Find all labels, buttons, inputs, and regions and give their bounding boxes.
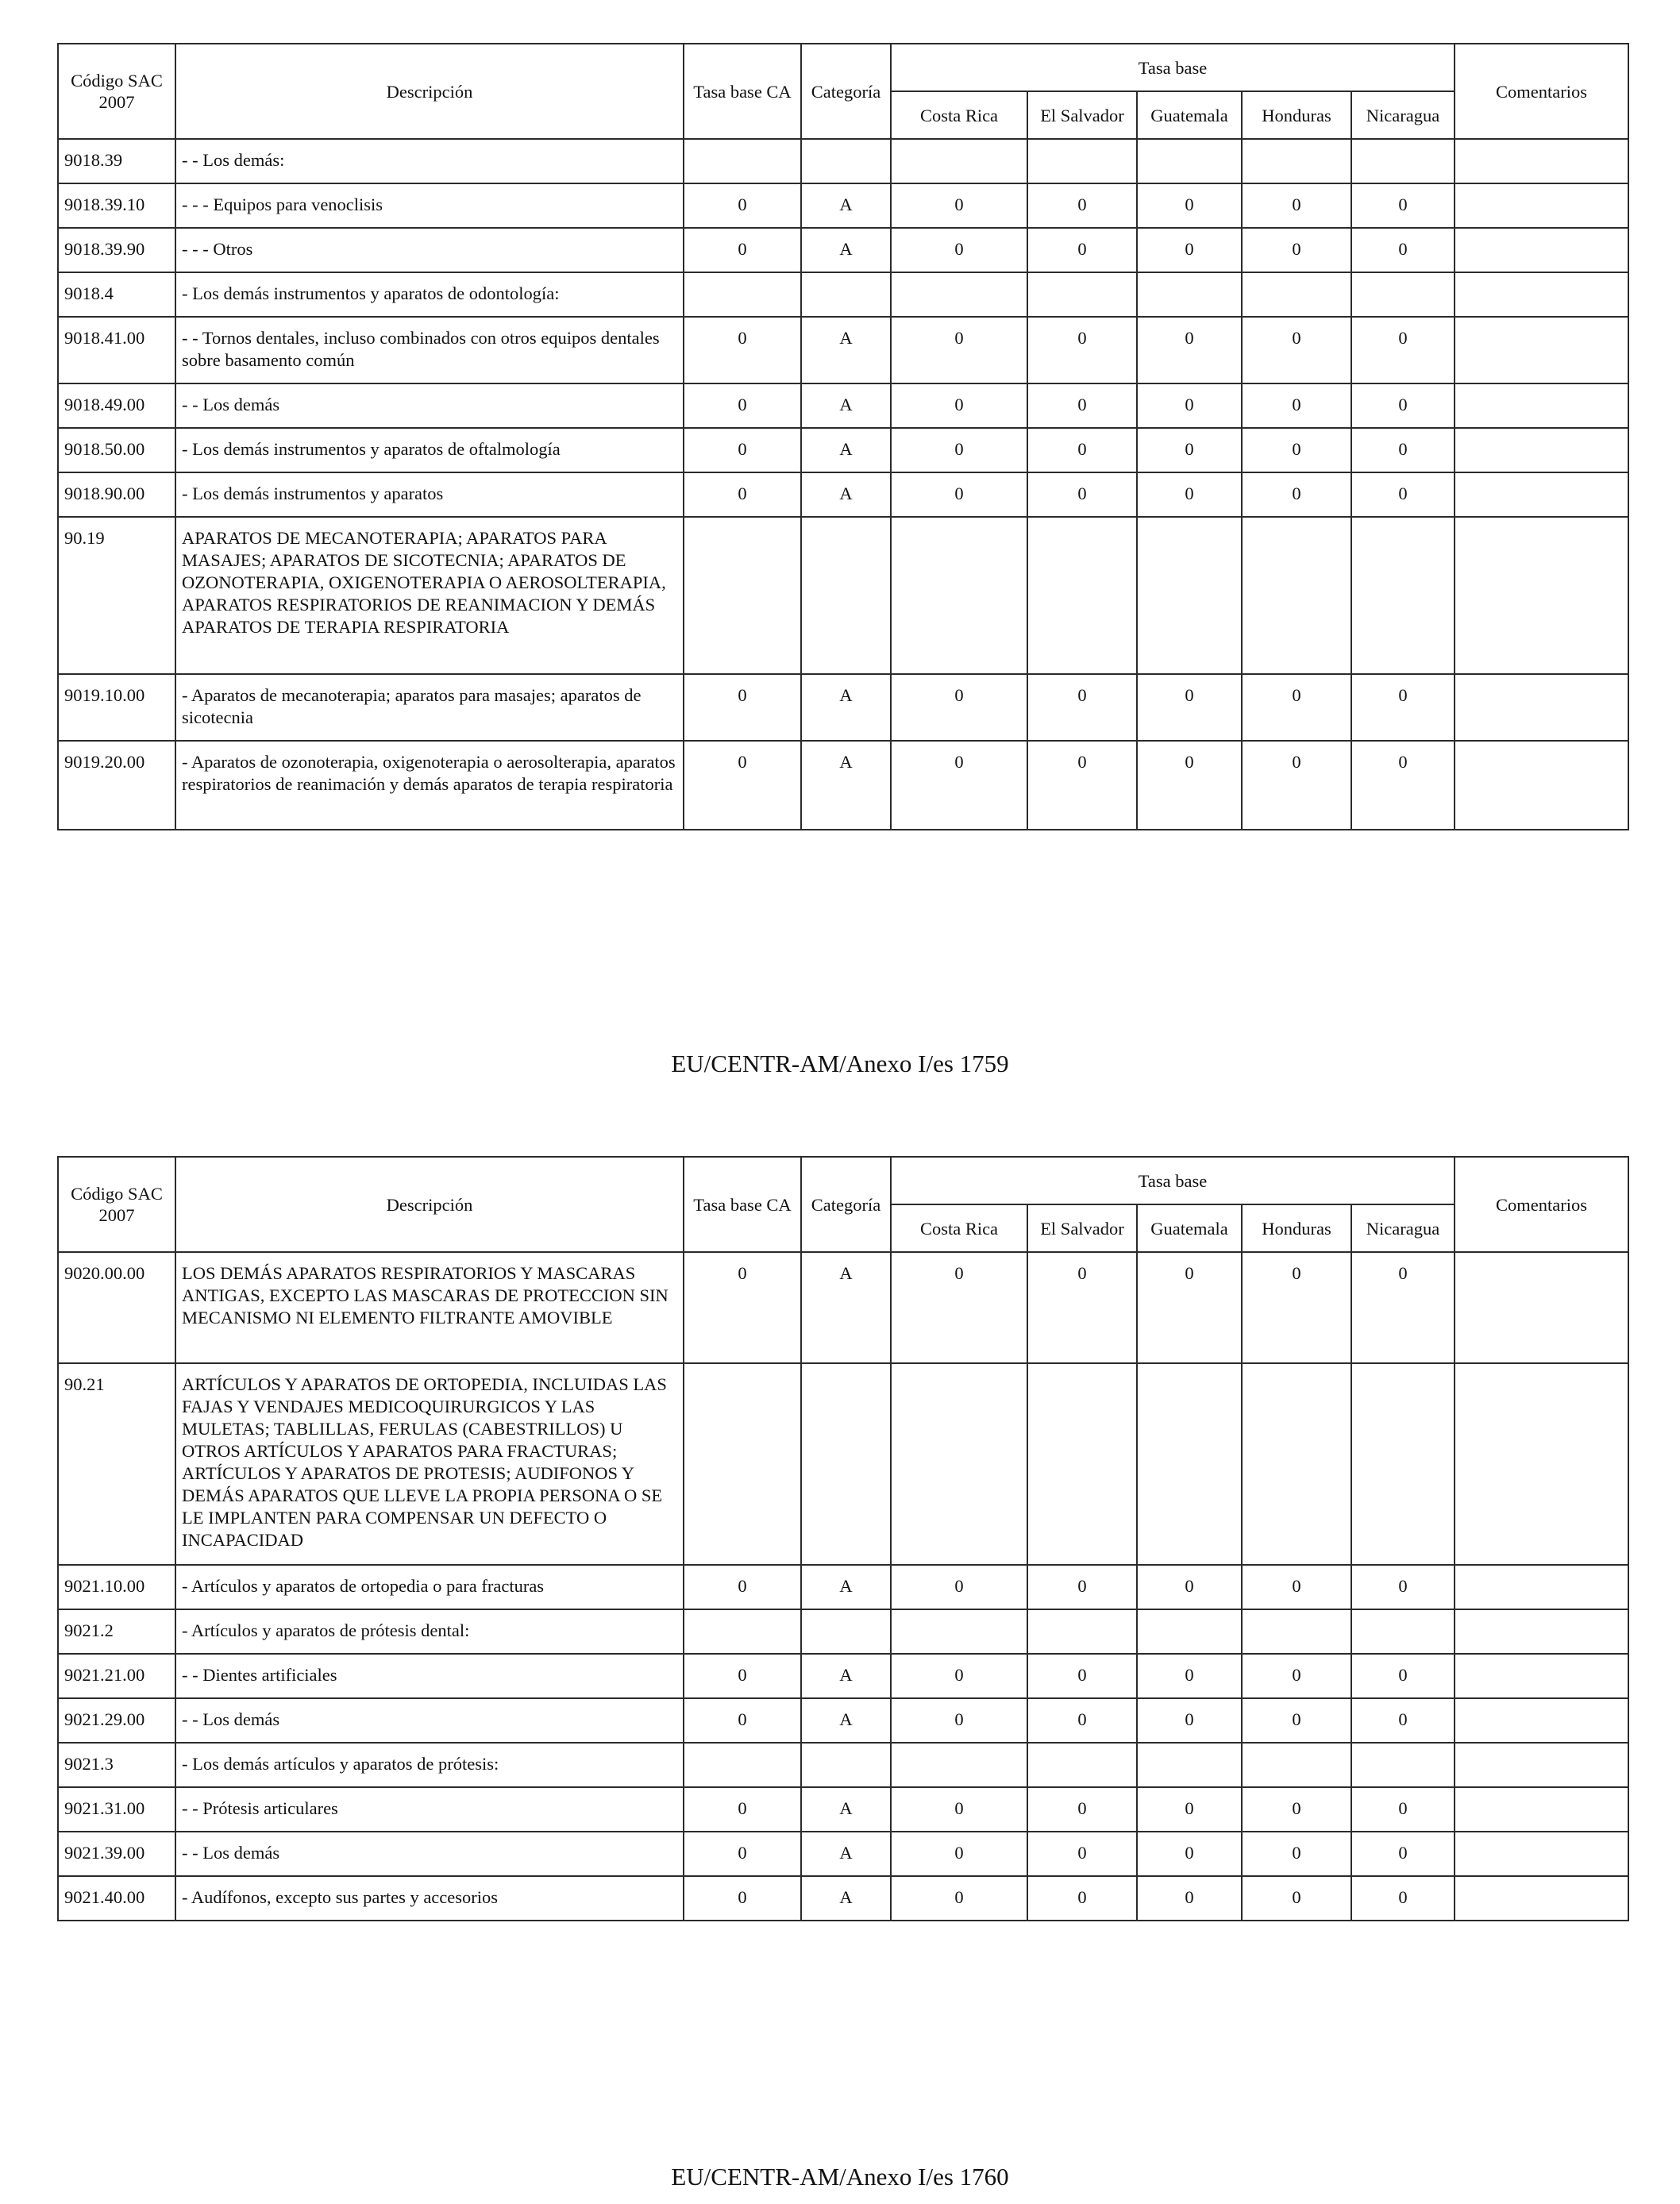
header-description: Descripción xyxy=(175,1157,684,1252)
cell-comments xyxy=(1455,228,1628,272)
cell-country-rate: 0 xyxy=(891,383,1027,428)
cell-rate-ca: 0 xyxy=(684,1876,801,1921)
cell-country-rate: 0 xyxy=(1137,1698,1242,1743)
cell-category: A xyxy=(801,383,891,428)
table-row xyxy=(58,741,1628,830)
table-row xyxy=(58,1876,1628,1921)
cell-category: A xyxy=(801,1565,891,1609)
table-row xyxy=(58,1609,1628,1654)
cell-country-rate: 0 xyxy=(1242,1654,1351,1698)
cell-country-rate xyxy=(1351,139,1455,183)
header-country: Nicaragua xyxy=(1351,1204,1455,1252)
cell-country-rate: 0 xyxy=(1242,741,1351,830)
cell-code: 90.21 xyxy=(58,1363,175,1565)
cell-country-rate xyxy=(1027,272,1137,317)
cell-country-rate: 0 xyxy=(1137,183,1242,228)
cell-comments xyxy=(1455,472,1628,517)
cell-country-rate: 0 xyxy=(1027,674,1137,741)
cell-description: - - Prótesis articulares xyxy=(175,1787,684,1832)
cell-country-rate xyxy=(891,1363,1027,1565)
cell-rate-ca: 0 xyxy=(684,383,801,428)
cell-country-rate: 0 xyxy=(1351,383,1455,428)
cell-country-rate: 0 xyxy=(1027,741,1137,830)
cell-rate-ca xyxy=(684,1743,801,1787)
cell-description: - - - Otros xyxy=(175,228,684,272)
cell-country-rate: 0 xyxy=(1351,228,1455,272)
cell-country-rate: 0 xyxy=(891,1654,1027,1698)
cell-rate-ca: 0 xyxy=(684,317,801,383)
cell-country-rate: 0 xyxy=(1242,428,1351,472)
cell-description: - - Los demás xyxy=(175,1832,684,1876)
cell-country-rate: 0 xyxy=(1027,317,1137,383)
cell-country-rate xyxy=(1137,1743,1242,1787)
cell-country-rate: 0 xyxy=(1137,428,1242,472)
cell-description: - Audífonos, excepto sus partes y accesorios xyxy=(175,1876,684,1921)
cell-country-rate: 0 xyxy=(1137,1787,1242,1832)
header-country: Guatemala xyxy=(1137,1204,1242,1252)
cell-country-rate: 0 xyxy=(1351,1654,1455,1698)
cell-category: A xyxy=(801,1654,891,1698)
cell-category: A xyxy=(801,472,891,517)
cell-country-rate: 0 xyxy=(1027,1654,1137,1698)
cell-country-rate: 0 xyxy=(1351,472,1455,517)
cell-country-rate: 0 xyxy=(1027,1565,1137,1609)
cell-rate-ca xyxy=(684,139,801,183)
cell-rate-ca: 0 xyxy=(684,674,801,741)
cell-country-rate xyxy=(1351,1609,1455,1654)
cell-country-rate: 0 xyxy=(1351,741,1455,830)
cell-comments xyxy=(1455,1876,1628,1921)
header-country: Guatemala xyxy=(1137,91,1242,139)
cell-rate-ca: 0 xyxy=(684,1565,801,1609)
cell-country-rate xyxy=(1242,517,1351,674)
table-row xyxy=(58,674,1628,741)
header-country: Costa Rica xyxy=(891,1204,1027,1252)
cell-category: A xyxy=(801,741,891,830)
table-body xyxy=(58,139,1628,830)
cell-code: 9020.00.00 xyxy=(58,1252,175,1363)
cell-code: 9018.39 xyxy=(58,139,175,183)
cell-country-rate: 0 xyxy=(1351,428,1455,472)
cell-rate-ca: 0 xyxy=(684,428,801,472)
cell-category xyxy=(801,1743,891,1787)
cell-comments xyxy=(1455,1787,1628,1832)
cell-country-rate: 0 xyxy=(1137,472,1242,517)
cell-country-rate: 0 xyxy=(1242,317,1351,383)
cell-rate-ca xyxy=(684,1609,801,1654)
cell-category xyxy=(801,139,891,183)
header-comments: Comentarios xyxy=(1455,1157,1628,1252)
cell-country-rate xyxy=(1351,517,1455,674)
table-row xyxy=(58,517,1628,674)
cell-country-rate xyxy=(1027,1609,1137,1654)
cell-country-rate: 0 xyxy=(891,1565,1027,1609)
cell-country-rate: 0 xyxy=(891,674,1027,741)
cell-code: 9021.10.00 xyxy=(58,1565,175,1609)
cell-country-rate: 0 xyxy=(1351,1787,1455,1832)
cell-country-rate: 0 xyxy=(891,317,1027,383)
cell-code: 9021.31.00 xyxy=(58,1787,175,1832)
cell-country-rate: 0 xyxy=(891,741,1027,830)
table-row xyxy=(58,183,1628,228)
cell-comments xyxy=(1455,517,1628,674)
cell-country-rate: 0 xyxy=(1137,1565,1242,1609)
cell-comments xyxy=(1455,272,1628,317)
cell-description: - - - Equipos para venoclisis xyxy=(175,183,684,228)
header-code: Código SAC 2007 xyxy=(58,44,175,139)
cell-code: 9018.39.90 xyxy=(58,228,175,272)
cell-code: 90.19 xyxy=(58,517,175,674)
cell-comments xyxy=(1455,317,1628,383)
cell-country-rate: 0 xyxy=(1137,1832,1242,1876)
cell-country-rate: 0 xyxy=(1027,1876,1137,1921)
cell-code: 9021.3 xyxy=(58,1743,175,1787)
cell-country-rate: 0 xyxy=(891,183,1027,228)
cell-country-rate: 0 xyxy=(1242,228,1351,272)
cell-country-rate: 0 xyxy=(1137,1252,1242,1363)
cell-description: - Los demás instrumentos y aparatos xyxy=(175,472,684,517)
header-category: Categoría xyxy=(801,44,891,139)
cell-country-rate: 0 xyxy=(1242,1876,1351,1921)
cell-code: 9018.39.10 xyxy=(58,183,175,228)
cell-code: 9021.39.00 xyxy=(58,1832,175,1876)
cell-category xyxy=(801,272,891,317)
cell-country-rate: 0 xyxy=(1027,228,1137,272)
cell-comments xyxy=(1455,1832,1628,1876)
header-comments: Comentarios xyxy=(1455,44,1628,139)
cell-country-rate: 0 xyxy=(1137,674,1242,741)
cell-country-rate: 0 xyxy=(1242,472,1351,517)
cell-description: - - Los demás xyxy=(175,1698,684,1743)
cell-country-rate: 0 xyxy=(1027,183,1137,228)
cell-category xyxy=(801,517,891,674)
tariff-table-2 xyxy=(57,1156,1629,1921)
table-row xyxy=(58,139,1628,183)
cell-code: 9018.41.00 xyxy=(58,317,175,383)
header-country: Nicaragua xyxy=(1351,91,1455,139)
cell-country-rate: 0 xyxy=(1027,472,1137,517)
cell-country-rate xyxy=(1027,517,1137,674)
cell-description: ARTÍCULOS Y APARATOS DE ORTOPEDIA, INCLUIDAS LAS FAJAS Y VENDAJES MEDICOQUIRURGICOS Y LAS MULETAS; TABLILLAS, FERULAS (CABESTRILLOS) U OTROS ARTÍCULOS Y APARATOS PARA FRACTURAS; ARTÍCULOS Y APARATOS DE PROTESIS; AUDIFONOS Y DEMÁS APARATOS QUE LLEVE LA PROPIA PERSONA O SE LE IMPLANTEN PARA COMPENSAR UN DEFECTO O INCAPACIDAD xyxy=(175,1363,684,1565)
header-country: Costa Rica xyxy=(891,91,1027,139)
table-row xyxy=(58,1654,1628,1698)
cell-country-rate: 0 xyxy=(1027,383,1137,428)
cell-country-rate xyxy=(1137,1363,1242,1565)
cell-country-rate: 0 xyxy=(1027,1698,1137,1743)
cell-description: - Los demás instrumentos y aparatos de odontología: xyxy=(175,272,684,317)
cell-country-rate: 0 xyxy=(891,1876,1027,1921)
header-rate-ca: Tasa base CA xyxy=(684,44,801,139)
cell-country-rate xyxy=(891,1743,1027,1787)
cell-comments xyxy=(1455,1743,1628,1787)
cell-country-rate: 0 xyxy=(1351,1876,1455,1921)
cell-category: A xyxy=(801,228,891,272)
cell-category: A xyxy=(801,1698,891,1743)
cell-country-rate: 0 xyxy=(1137,317,1242,383)
cell-country-rate xyxy=(891,272,1027,317)
cell-country-rate: 0 xyxy=(891,472,1027,517)
header-description: Descripción xyxy=(175,44,684,139)
cell-comments xyxy=(1455,1654,1628,1698)
table-row xyxy=(58,1832,1628,1876)
cell-category: A xyxy=(801,428,891,472)
cell-comments xyxy=(1455,674,1628,741)
cell-description: - Artículos y aparatos de prótesis dental: xyxy=(175,1609,684,1654)
cell-country-rate xyxy=(1351,1743,1455,1787)
cell-country-rate xyxy=(1351,1363,1455,1565)
cell-description: - - Los demás: xyxy=(175,139,684,183)
cell-code: 9018.50.00 xyxy=(58,428,175,472)
cell-code: 9019.20.00 xyxy=(58,741,175,830)
cell-country-rate xyxy=(1027,139,1137,183)
cell-category: A xyxy=(801,674,891,741)
table-body xyxy=(58,1252,1628,1921)
cell-comments xyxy=(1455,1698,1628,1743)
cell-country-rate: 0 xyxy=(1027,1787,1137,1832)
header-category: Categoría xyxy=(801,1157,891,1252)
cell-country-rate: 0 xyxy=(1351,1252,1455,1363)
cell-country-rate: 0 xyxy=(1242,183,1351,228)
header-code: Código SAC 2007 xyxy=(58,1157,175,1252)
cell-country-rate: 0 xyxy=(891,1787,1027,1832)
header-tasa-base: Tasa base xyxy=(891,1157,1455,1204)
cell-description: - Los demás artículos y aparatos de prótesis: xyxy=(175,1743,684,1787)
cell-description: - - Tornos dentales, incluso combinados con otros equipos dentales sobre basamento común xyxy=(175,317,684,383)
cell-country-rate xyxy=(1027,1743,1137,1787)
cell-country-rate: 0 xyxy=(1137,1876,1242,1921)
cell-category xyxy=(801,1363,891,1565)
cell-category xyxy=(801,1609,891,1654)
page-footer: EU/CENTR-AM/Anexo I/es 1760 xyxy=(671,2163,1009,2191)
table-row xyxy=(58,1787,1628,1832)
cell-country-rate: 0 xyxy=(1242,1252,1351,1363)
header-country: El Salvador xyxy=(1027,91,1137,139)
cell-country-rate xyxy=(1242,1743,1351,1787)
cell-country-rate xyxy=(1242,272,1351,317)
cell-comments xyxy=(1455,1565,1628,1609)
cell-country-rate xyxy=(1242,1609,1351,1654)
cell-country-rate xyxy=(1242,1363,1351,1565)
cell-code: 9021.29.00 xyxy=(58,1698,175,1743)
cell-description: - Aparatos de mecanoterapia; aparatos para masajes; aparatos de sicotecnia xyxy=(175,674,684,741)
cell-country-rate: 0 xyxy=(1351,1832,1455,1876)
cell-country-rate: 0 xyxy=(891,228,1027,272)
cell-description: - Los demás instrumentos y aparatos de oftalmología xyxy=(175,428,684,472)
cell-country-rate xyxy=(1351,272,1455,317)
cell-code: 9019.10.00 xyxy=(58,674,175,741)
cell-country-rate: 0 xyxy=(1137,741,1242,830)
tariff-table-1 xyxy=(57,43,1629,830)
cell-country-rate xyxy=(891,1609,1027,1654)
header-tasa-base: Tasa base xyxy=(891,44,1455,91)
table-row xyxy=(58,472,1628,517)
cell-country-rate xyxy=(1027,1363,1137,1565)
cell-category: A xyxy=(801,1876,891,1921)
cell-code: 9021.2 xyxy=(58,1609,175,1654)
cell-country-rate: 0 xyxy=(1351,1565,1455,1609)
cell-rate-ca: 0 xyxy=(684,1787,801,1832)
cell-country-rate xyxy=(1137,1609,1242,1654)
cell-country-rate: 0 xyxy=(1027,1832,1137,1876)
cell-rate-ca: 0 xyxy=(684,228,801,272)
table-row xyxy=(58,272,1628,317)
cell-comments xyxy=(1455,383,1628,428)
cell-country-rate: 0 xyxy=(1242,674,1351,741)
page-footer: EU/CENTR-AM/Anexo I/es 1759 xyxy=(671,1050,1009,1077)
cell-country-rate: 0 xyxy=(1027,1252,1137,1363)
cell-country-rate xyxy=(1242,139,1351,183)
cell-code: 9021.40.00 xyxy=(58,1876,175,1921)
cell-country-rate: 0 xyxy=(1351,183,1455,228)
cell-country-rate: 0 xyxy=(1242,1698,1351,1743)
cell-description: - - Dientes artificiales xyxy=(175,1654,684,1698)
header-rate-ca: Tasa base CA xyxy=(684,1157,801,1252)
cell-country-rate xyxy=(1137,139,1242,183)
cell-code: 9018.4 xyxy=(58,272,175,317)
cell-country-rate xyxy=(891,517,1027,674)
cell-rate-ca: 0 xyxy=(684,1832,801,1876)
cell-country-rate: 0 xyxy=(1137,383,1242,428)
cell-rate-ca: 0 xyxy=(684,472,801,517)
table-row xyxy=(58,317,1628,383)
table-row xyxy=(58,383,1628,428)
cell-category: A xyxy=(801,183,891,228)
cell-comments xyxy=(1455,139,1628,183)
cell-country-rate: 0 xyxy=(891,1698,1027,1743)
cell-country-rate: 0 xyxy=(1137,1654,1242,1698)
cell-country-rate: 0 xyxy=(1027,428,1137,472)
table-row xyxy=(58,1743,1628,1787)
cell-comments xyxy=(1455,1609,1628,1654)
table-row xyxy=(58,1565,1628,1609)
cell-description: APARATOS DE MECANOTERAPIA; APARATOS PARA MASAJES; APARATOS DE SICOTECNIA; APARATOS DE OZONOTERAPIA, OXIGENOTERAPIA O AEROSOLTERAPIA, APARATOS RESPIRATORIOS DE REANIMACION Y DEMÁS APARATOS DE TERAPIA RESPIRATORIA xyxy=(175,517,684,674)
cell-rate-ca: 0 xyxy=(684,1252,801,1363)
cell-category: A xyxy=(801,1252,891,1363)
cell-country-rate: 0 xyxy=(1242,1565,1351,1609)
cell-country-rate: 0 xyxy=(1242,1787,1351,1832)
cell-comments xyxy=(1455,183,1628,228)
cell-description: - - Los demás xyxy=(175,383,684,428)
cell-country-rate: 0 xyxy=(1137,228,1242,272)
cell-country-rate: 0 xyxy=(1351,674,1455,741)
cell-code: 9018.49.00 xyxy=(58,383,175,428)
cell-rate-ca: 0 xyxy=(684,741,801,830)
header-country: Honduras xyxy=(1242,91,1351,139)
cell-country-rate: 0 xyxy=(1242,1832,1351,1876)
table-row xyxy=(58,1252,1628,1363)
cell-country-rate: 0 xyxy=(891,428,1027,472)
cell-rate-ca xyxy=(684,1363,801,1565)
cell-description: LOS DEMÁS APARATOS RESPIRATORIOS Y MASCARAS ANTIGAS, EXCEPTO LAS MASCARAS DE PROTECCION SIN MECANISMO NI ELEMENTO FILTRANTE AMOVIBLE xyxy=(175,1252,684,1363)
header-country: El Salvador xyxy=(1027,1204,1137,1252)
cell-rate-ca: 0 xyxy=(684,1698,801,1743)
cell-rate-ca: 0 xyxy=(684,183,801,228)
cell-comments xyxy=(1455,1363,1628,1565)
cell-description: - Artículos y aparatos de ortopedia o para fracturas xyxy=(175,1565,684,1609)
cell-country-rate: 0 xyxy=(891,1252,1027,1363)
cell-comments xyxy=(1455,741,1628,830)
table-row xyxy=(58,428,1628,472)
cell-country-rate: 0 xyxy=(891,1832,1027,1876)
cell-rate-ca xyxy=(684,272,801,317)
cell-country-rate xyxy=(891,139,1027,183)
cell-category: A xyxy=(801,317,891,383)
cell-rate-ca xyxy=(684,517,801,674)
cell-comments xyxy=(1455,428,1628,472)
table-row xyxy=(58,228,1628,272)
cell-country-rate: 0 xyxy=(1242,383,1351,428)
table-row xyxy=(58,1363,1628,1565)
cell-country-rate: 0 xyxy=(1351,317,1455,383)
header-country: Honduras xyxy=(1242,1204,1351,1252)
cell-description: - Aparatos de ozonoterapia, oxigenoterapia o aerosolterapia, aparatos respiratorios de reanimación y demás aparatos de terapia respiratoria xyxy=(175,741,684,830)
cell-category: A xyxy=(801,1832,891,1876)
cell-rate-ca: 0 xyxy=(684,1654,801,1698)
cell-code: 9021.21.00 xyxy=(58,1654,175,1698)
cell-country-rate xyxy=(1137,517,1242,674)
cell-country-rate: 0 xyxy=(1351,1698,1455,1743)
table-row xyxy=(58,1698,1628,1743)
cell-comments xyxy=(1455,1252,1628,1363)
cell-code: 9018.90.00 xyxy=(58,472,175,517)
cell-category: A xyxy=(801,1787,891,1832)
cell-country-rate xyxy=(1137,272,1242,317)
